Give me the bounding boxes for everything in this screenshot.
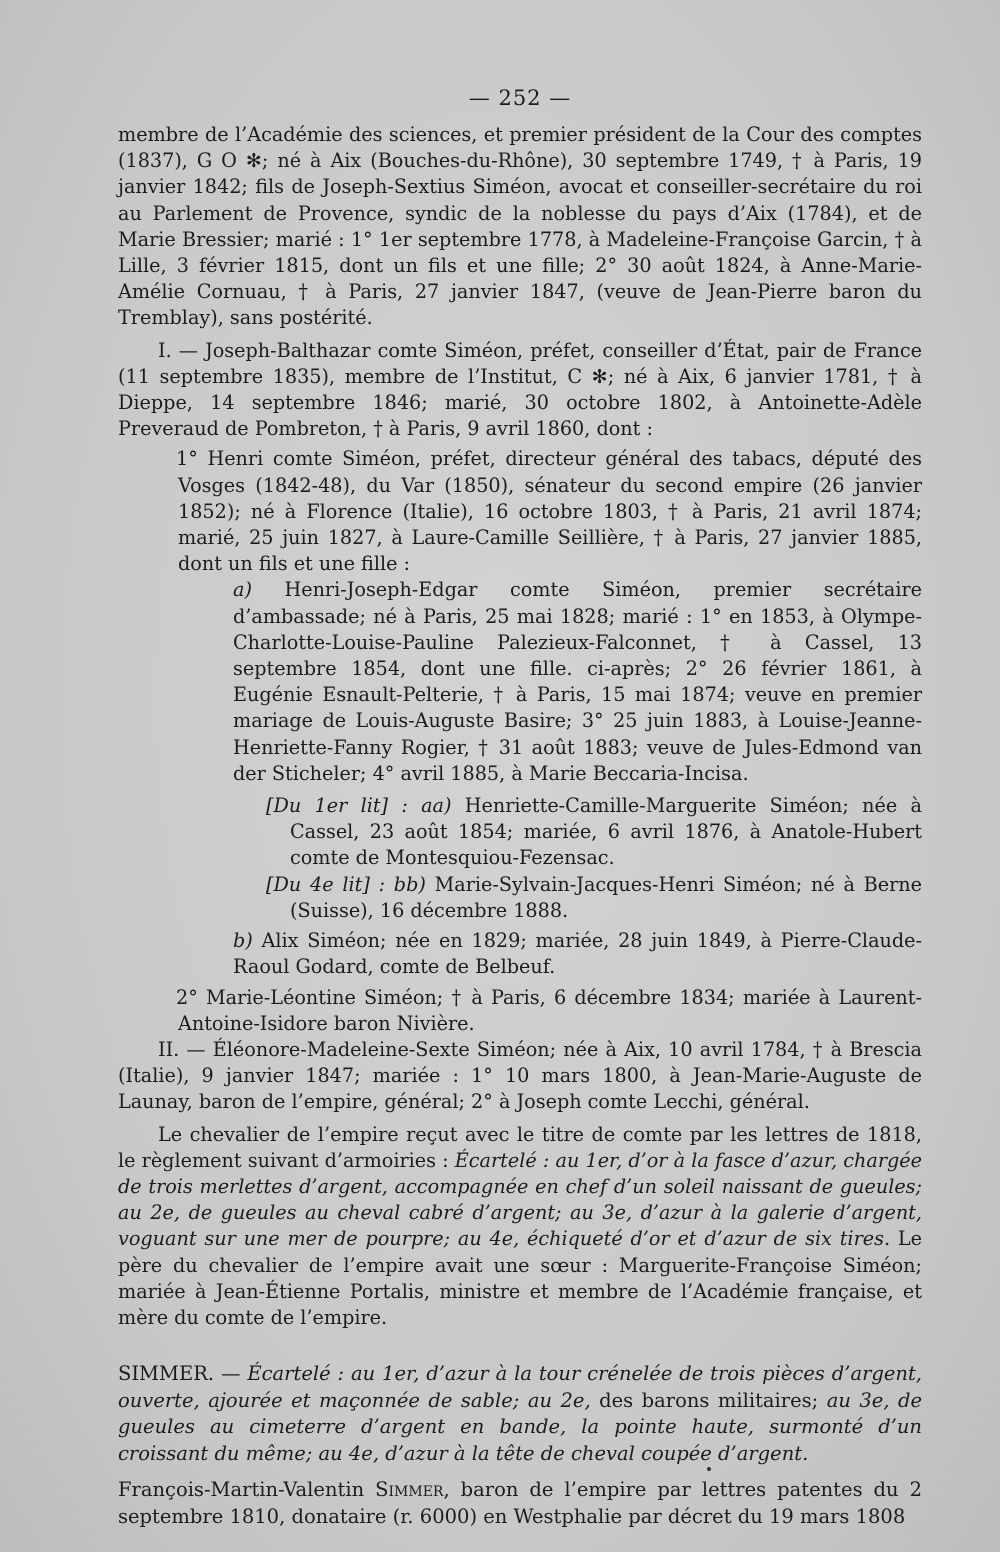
text: Le père du chevalier de l’empire avait une sœur : Marguerite-Françoise Siméon; mariée à Jean-Étienne Portalis, ministre et membre de l’Académie française, et mère du comte de l’empire. (118, 1227, 922, 1329)
surname: Simmer (375, 1478, 444, 1502)
paragraph (118, 872, 922, 924)
paragraph: II. — Éléonore-Madeleine-Sexte Siméon; née à Aix, 10 avril 1784, † à Brescia (Italie), 9 janvier 1847; mariée : 1° 10 mars 1800, à Jean-Marie-Auguste de Launay, baron de l’empire, général; 2° à Joseph comte Lecchi, général. (118, 1037, 922, 1114)
text: Le chevalier de l’empire reçut avec le titre de comte par les lettres de 1818, le règlement suivant d’armoiries : (118, 1122, 922, 1172)
text: , baron de l’empire par lettres patentes du 2 septembre 1810, donataire (r. 6000) en Westphalie par décret du 19 mars 1808 (118, 1478, 922, 1528)
ink-spot (707, 1467, 711, 1471)
item-text: Marie-Sylvain-Jacques-Henri Siméon; né à Berne (Suisse), 16 décembre 1888. (290, 872, 922, 922)
blazon: au 3e, de gueules au cimeterre d’argent en bande, la pointe haute, surmonté d’un croissant du même; au 4e, d’azur à la tête de cheval coupée d’argent. (118, 1388, 922, 1465)
paragraph: membre de l’Académie des sciences, et premier président de la Cour des comptes (1837), G O ✻; né à Aix (Bouches-du-Rhône), 30 septembre 1749, † à Paris, 19 janvier 1842; fils de Joseph-Sextius Siméon, avocat et conseiller-secrétaire du roi au Parlement de Provence, syndic de la noblesse du pays d’Aix (1784), et de Marie Bressier; marié : 1° 1er septembre 1778, à Madeleine-Françoise Garcin, † à Lille, 3 février 1815, dont un fils et une fille; 2° 30 août 1824, à Anne-Marie-Amélie Cornuau, † à Paris, 27 janvier 1847, (veuve de Jean-Pierre baron du Tremblay), sans postérité. (118, 123, 922, 330)
item-label: [Du 4e lit] : bb) (266, 872, 426, 896)
item-text: Alix Siméon; née en 1829; mariée, 28 juin 1849, à Pierre-Claude-Raoul Godard, comte de Belbeuf. (233, 929, 922, 979)
entry-heading (118, 1361, 922, 1467)
item-label: b) (233, 929, 253, 953)
text: François-Martin-Valentin (118, 1478, 365, 1502)
paragraph (118, 793, 922, 872)
paragraph: I. — Joseph-Balthazar comte Siméon, préfet, conseiller d’État, pair de France (11 septembre 1835), membre de l’Institut, C ✻; né à Aix, 6 janvier 1781, † à Dieppe, 14 septembre 1846; marié, 30 octobre 1802, à Antoinette-Adèle Preveraud de Pombreton, † à Paris, 9 avril 1860, dont : (118, 338, 922, 441)
blazon: Écartelé : au 1er, d’azur à la tour crénelée de trois pièces d’argent, ouverte, ajourée et maçonnée de sable; au 2e, (118, 1362, 923, 1412)
blazon: Écartelé : au 1er, d’or à la fasce d’azur, chargée de trois merlettes d’argent, accompagnée en chef d’un soleil naissant de gueules; au 2e, de gueules au cheval cabré d’argent; au 3e, d’azur à la galerie d’argent, voguant sur une mer de pourpre; au 4e, échiqueté d’or et d’azur de six tires. (118, 1148, 922, 1251)
page-body (118, 122, 922, 1530)
paragraph: 1° Henri comte Siméon, préfet, directeur général des tabacs, député des Vosges (1842-48), du Var (1850), sénateur du second empire (26 janvier 1852); né à Florence (Italie), 16 octobre 1803, † à Paris, 21 avril 1874; marié, 25 juin 1827, à Laure-Camille Seillière, † à Paris, 27 janvier 1885, dont un fils et une fille : (176, 447, 922, 576)
paragraph (118, 928, 922, 980)
paragraph (118, 1122, 922, 1332)
page-number: — 252 — (468, 86, 572, 110)
item-label: a) (233, 578, 252, 602)
section-gap (118, 1331, 922, 1361)
entry-name: SIMMER. — (118, 1362, 241, 1386)
item-text: Henriette-Camille-Marguerite Siméon; née à Cassel, 23 août 1854; mariée, 6 avril 1876, à Anatole-Hubert comte de Montesquiou-Fezensac. (290, 794, 922, 870)
item-text: Henri-Joseph-Edgar comte Siméon, premier secrétaire d’ambassade; né à Paris, 25 mai 1828; marié : 1° en 1853, à Olympe-Charlotte-Louise-Pauline Palezieux-Falconnet, † à Cassel, 13 septembre 1854, dont une fille. ci-après; 2° 26 février 1861, à Eugénie Esnault-Pelterie, † à Paris, 15 mai 1874; veuve en premier mariage de Louis-Auguste Basire; 3° 25 juin 1883, à Louise-Jeanne-Henriette-Fanny Rogier, † 31 août 1883; veuve de Jules-Edmond van der Sticheler; 4° avril 1885, à Marie Beccaria-Incisa. (233, 578, 922, 785)
paragraph (118, 577, 922, 787)
paragraph (118, 1477, 922, 1530)
item-label: [Du 1er lit] : aa) (266, 794, 452, 818)
text: des barons militaires; (599, 1388, 819, 1412)
paragraph: 2° Marie-Léontine Siméon; † à Paris, 6 décembre 1834; mariée à Laurent-Antoine-Isidore baron Nivière. (176, 985, 922, 1035)
